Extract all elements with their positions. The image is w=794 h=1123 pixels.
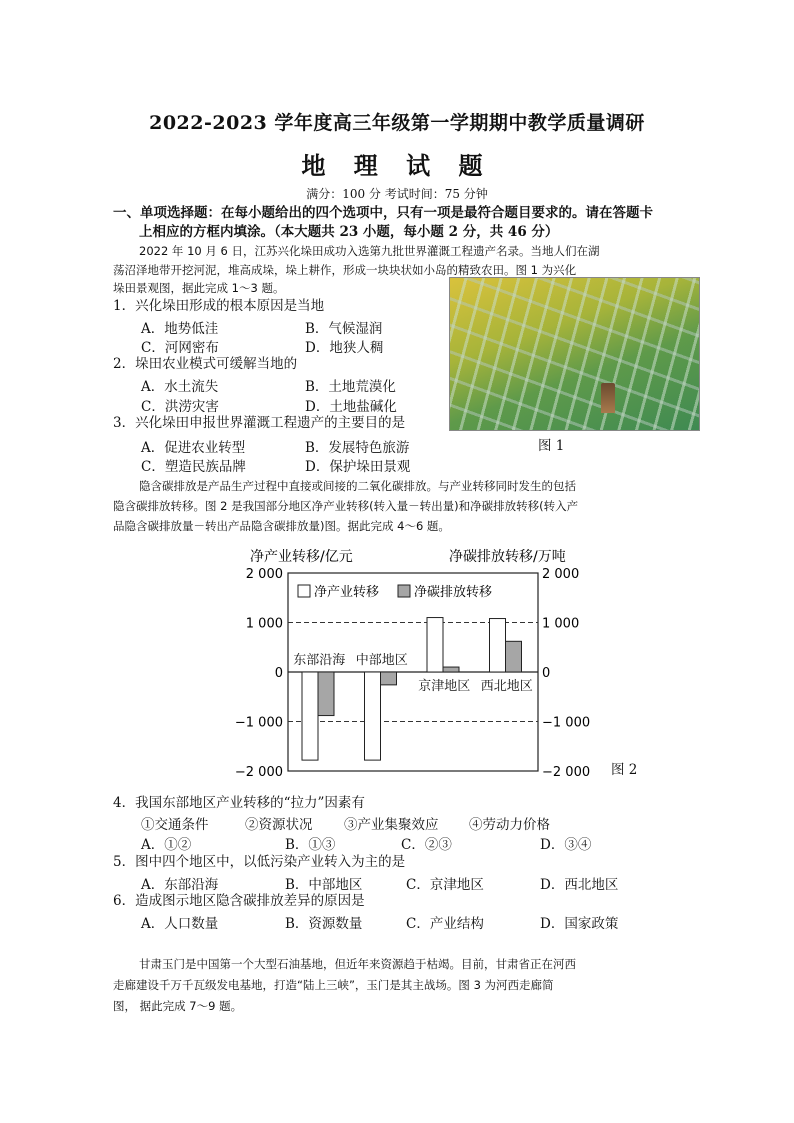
pagoda-icon — [601, 383, 615, 413]
q4-option-a[interactable]: A．①② — [141, 837, 192, 853]
q3-option-a[interactable]: A．促进农业转型 — [141, 440, 246, 456]
q5-option-c[interactable]: C．京津地区 — [406, 877, 484, 893]
q4-option-d[interactable]: D．③④ — [540, 837, 592, 853]
question-5-stem: 5．图中四个地区中，以低污染产业转入为主的是 — [113, 854, 406, 870]
subject-title: 地 理 试 题 — [301, 151, 493, 180]
passage3-line1: 甘肃玉门是中国第一个大型石油基地，但近年来资源趋于枯竭。目前，甘肃省正在河西 — [139, 957, 576, 971]
q1-option-b[interactable]: B．气候湿润 — [305, 321, 383, 337]
q1-option-a[interactable]: A．地势低洼 — [141, 321, 219, 337]
q2-option-d[interactable]: D．土地盐碱化 — [305, 399, 397, 415]
q6-option-b[interactable]: B．资源数量 — [285, 916, 363, 932]
q2-option-a[interactable]: A．水土流失 — [141, 379, 219, 395]
question-4-stem: 4．我国东部地区产业转移的“拉力”因素有 — [113, 795, 365, 811]
q5-option-b[interactable]: B．中部地区 — [285, 877, 363, 893]
y-tick-label-right: 2 000 — [542, 567, 580, 582]
legend-label-industry: 净产业转移 — [314, 585, 380, 600]
legend-label-carbon: 净碳排放转移 — [414, 585, 493, 600]
passage2-line2: 隐含碳排放转移。图 2 是我国部分地区净产业转移(转入量－转出量)和净碳排放转移(转入产 — [113, 499, 579, 513]
passage3-line2: 走廊建设千万千瓦级发电基地，打造“陆上三峡”，玉门是其主战场。图 3 为河西走廊简 — [113, 978, 554, 992]
y-axis-left-label: 净产业转移/亿元 — [250, 549, 353, 565]
y-tick-label-right: 1 000 — [542, 616, 580, 632]
passage3-line3: 图， 据此完成 7～9 题。 — [113, 999, 243, 1013]
q6-option-d[interactable]: D．国家政策 — [540, 916, 619, 932]
bar-carbon-3 — [443, 667, 459, 672]
question-1-stem: 1．兴化垛田形成的根本原因是当地 — [113, 298, 325, 314]
legend-swatch-industry — [298, 585, 310, 597]
question-2-stem: 2．垛田农业模式可缓解当地的 — [113, 356, 298, 372]
q4-option-b[interactable]: B．①③ — [285, 837, 336, 853]
bar-carbon-1 — [318, 672, 334, 716]
q1-option-c[interactable]: C．河网密布 — [141, 340, 219, 356]
category-label: 京津地区 — [418, 679, 471, 694]
q5-option-d[interactable]: D．西北地区 — [540, 877, 619, 893]
q3-option-b[interactable]: B．发展特色旅游 — [305, 440, 410, 456]
q2-option-c[interactable]: C．洪涝灾害 — [141, 399, 219, 415]
bar-industry-2 — [365, 672, 381, 760]
bar-carbon-2 — [381, 672, 397, 685]
passage2-line3: 品隐含碳排放量－转出产品隐含碳排放量)图。据此完成 4～6 题。 — [113, 519, 450, 533]
section-heading-line1: 一、单项选择题：在每小题给出的四个选项中，只有一项是最符合题目要求的。请在答题卡 — [113, 205, 653, 221]
category-label: 西北地区 — [480, 679, 533, 694]
legend-swatch-carbon — [398, 585, 410, 597]
figure2-caption: 图 2 — [611, 762, 638, 778]
q6-option-c[interactable]: C．产业结构 — [406, 916, 484, 932]
passage1-line3: 垛田景观图，据此完成 1～3 题。 — [113, 281, 285, 295]
q5-option-a[interactable]: A．东部沿海 — [141, 877, 219, 893]
paper-title: 2022-2023 学年度高三年级第一学期期中教学质量调研 — [149, 112, 645, 134]
carbon-transfer-chart — [234, 540, 600, 780]
q3-option-c[interactable]: C．塑造民族品牌 — [141, 459, 246, 475]
y-tick-label-right: −2 000 — [542, 765, 591, 780]
q4-item-3: ③产业集聚效应 — [344, 817, 439, 833]
y-tick-label-right: 0 — [542, 666, 551, 681]
q4-item-4: ④劳动力价格 — [469, 817, 550, 833]
section-heading-line2: 上相应的方框内填涂。（本大题共 23 小题，每小题 2 分，共 46 分） — [139, 224, 559, 240]
question-3-stem: 3．兴化垛田申报世界灌溉工程遗产的主要目的是 — [113, 415, 406, 431]
q4-item-1: ①交通条件 — [141, 817, 209, 833]
y-tick-label-left: −2 000 — [234, 765, 283, 780]
bar-industry-3 — [427, 618, 443, 672]
y-tick-label-left: 0 — [274, 666, 283, 681]
y-tick-label-left: −1 000 — [234, 715, 283, 731]
exam-meta: 满分：100 分 考试时间：75 分钟 — [306, 187, 488, 201]
q2-option-b[interactable]: B．土地荒漠化 — [305, 379, 396, 395]
y-axis-right-label: 净碳排放转移/万吨 — [449, 549, 566, 565]
bar-industry-4 — [490, 619, 506, 672]
y-tick-label-left: 1 000 — [245, 616, 283, 632]
duotian-landscape-image — [449, 277, 700, 431]
bar-carbon-4 — [506, 641, 522, 672]
passage1-line1: 2022 年 10 月 6 日，江苏兴化垛田成功入选第九批世界灌溉工程遗产名录。当地人们在湖 — [139, 244, 600, 258]
q3-option-d[interactable]: D．保护垛田景观 — [305, 459, 411, 475]
y-tick-label-right: −1 000 — [542, 715, 591, 731]
question-6-stem: 6．造成图示地区隐含碳排放差异的原因是 — [113, 893, 365, 909]
category-label: 中部地区 — [355, 653, 408, 668]
passage2-line1: 隐含碳排放是产品生产过程中直接或间接的二氧化碳排放。与产业转移同时发生的包括 — [139, 479, 576, 493]
y-tick-label-left: 2 000 — [245, 567, 283, 582]
q1-option-d[interactable]: D．地狭人稠 — [305, 340, 384, 356]
category-label: 东部沿海 — [293, 653, 346, 668]
q4-option-c[interactable]: C．②③ — [401, 837, 452, 853]
q4-item-2: ②资源状况 — [245, 817, 313, 833]
passage1-line2: 荡沼泽地带开挖河泥，堆高成垛，垛上耕作，形成一块块状如小岛的精致农田。图 1 为兴化 — [113, 263, 577, 277]
bar-industry-1 — [302, 672, 318, 760]
figure1-caption: 图 1 — [538, 438, 565, 454]
q6-option-a[interactable]: A．人口数量 — [141, 916, 219, 932]
